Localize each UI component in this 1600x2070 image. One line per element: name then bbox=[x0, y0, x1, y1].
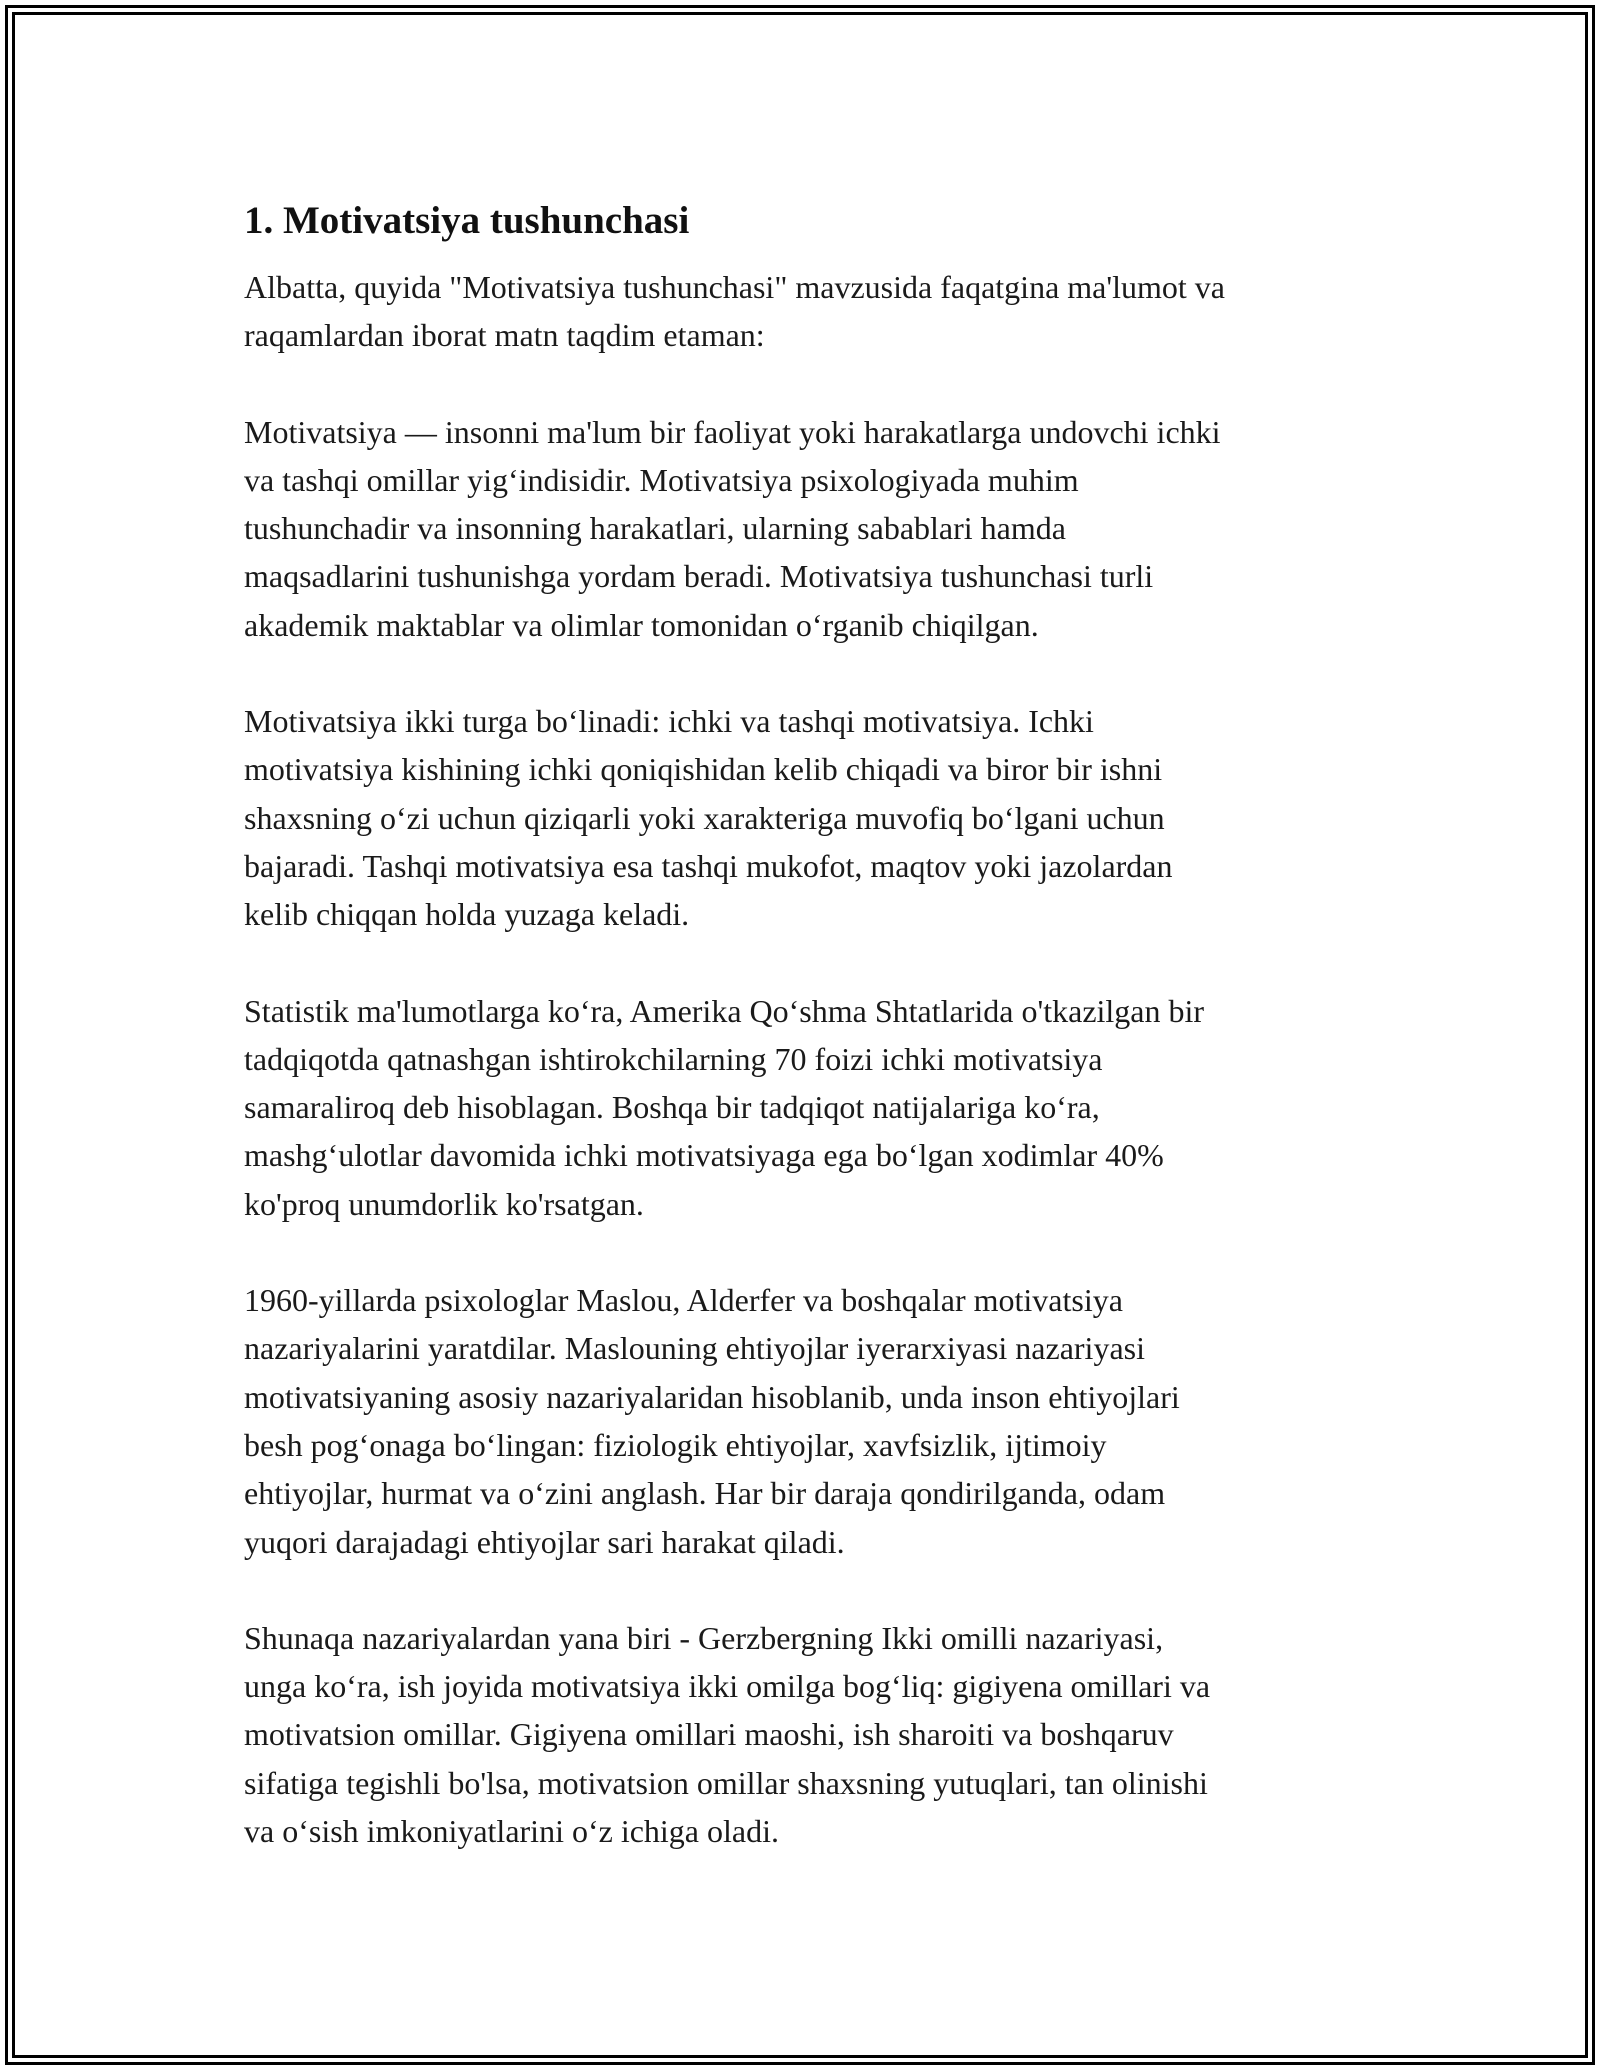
paragraph-line: Motivatsiya ikki turga bo‘linadi: ichki va tashqi motivatsiya. Ichki bbox=[244, 703, 1094, 740]
paragraph-line: unga ko‘ra, ish joyida motivatsiya ikki omilga bog‘liq: gigiyena omillari va bbox=[244, 1668, 1211, 1705]
paragraph-line: Albatta, quyida "Motivatsiya tushunchasi" mavzusida faqatgina ma'lumot va bbox=[244, 269, 1225, 305]
paragraph-line: tushunchadir va insonning harakatlari, ularning sabablari hamda bbox=[244, 510, 1066, 547]
document-content bbox=[244, 193, 1394, 1903]
paragraph-line: raqamlardan iborat matn taqdim etaman: bbox=[244, 317, 765, 354]
paragraph-line: Shunaqa nazariyalardan yana biri - Gerzbergning Ikki omilli nazariyasi, bbox=[244, 1619, 1164, 1656]
paragraph-line: va tashqi omillar yig‘indisidir. Motivatsiya psixologiyada muhim bbox=[244, 461, 1079, 498]
paragraph-line: besh pog‘onaga bo‘lingan: fiziologik ehtiyojlar, xavfsizlik, ijtimoiy bbox=[244, 1426, 1107, 1463]
paragraph-line: Motivatsiya — insonni ma'lum bir faoliyat yoki harakatlarga undovchi ichki bbox=[244, 413, 1221, 450]
paragraph-line: akademik maktablar va olimlar tomonidan o‘rganib chiqilgan. bbox=[244, 606, 1039, 643]
paragraph-line: sifatiga tegishli bo'lsa, motivatsion omillar shaxsning yutuqlari, tan olinishi bbox=[244, 1764, 1208, 1801]
page-frame bbox=[5, 5, 1595, 2065]
paragraph-line: Statistik ma'lumotlarga ko‘ra, Amerika Qo‘shma Shtatlarida o'tkazilgan bir bbox=[244, 992, 1205, 1029]
paragraph-line: shaxsning o‘zi uchun qiziqarli yoki xarakteriga muvofiq bo‘lgani uchun bbox=[244, 799, 1165, 836]
paragraph-maslow bbox=[244, 1276, 1394, 1566]
paragraph-line: tadqiqotda qatnashgan ishtirokchilarning 70 foizi ichki motivatsiya bbox=[244, 1040, 1103, 1077]
paragraph-line: yuqori darajadagi ehtiyojlar sari harakat qiladi. bbox=[244, 1523, 845, 1560]
paragraph-line: motivatsiya kishining ichki qoniqishidan kelib chiqadi va biror bir ishni bbox=[244, 751, 1163, 788]
paragraph-line: samaraliroq deb hisoblagan. Boshqa bir tadqiqot natijalariga ko‘ra, bbox=[244, 1089, 1100, 1126]
paragraph-line: bajaradi. Tashqi motivatsiya esa tashqi mukofot, maqtov yoki jazolardan bbox=[244, 847, 1173, 884]
paragraph-line: kelib chiqqan holda yuzaga keladi. bbox=[244, 896, 690, 933]
paragraph-line: 1960-yillarda psixologlar Maslou, Alderfer va boshqalar motivatsiya bbox=[244, 1282, 1123, 1319]
paragraph-statistics bbox=[244, 987, 1394, 1228]
paragraph-definition bbox=[244, 408, 1394, 649]
paragraph-intro bbox=[244, 263, 1394, 360]
paragraph-line: ehtiyojlar, hurmat va o‘zini anglash. Har bir daraja qondirilganda, odam bbox=[244, 1475, 1166, 1512]
paragraph-line: motivatsion omillar. Gigiyena omillari maoshi, ish sharoiti va boshqaruv bbox=[244, 1716, 1174, 1753]
paragraph-line: ko'proq unumdorlik ko'rsatgan. bbox=[244, 1185, 644, 1222]
paragraph-herzberg bbox=[244, 1614, 1394, 1855]
document-heading: 1. Motivatsiya tushunchasi bbox=[244, 199, 690, 242]
paragraph-line: mashg‘ulotlar davomida ichki motivatsiyaga ega bo‘lgan xodimlar 40% bbox=[244, 1137, 1164, 1174]
paragraph-line: maqsadlarini tushunishga yordam beradi. Motivatsiya tushunchasi turli bbox=[244, 558, 1154, 595]
paragraph-types bbox=[244, 697, 1394, 938]
paragraph-line: nazariyalarini yaratdilar. Maslouning ehtiyojlar iyerarxiyasi nazariyasi bbox=[244, 1330, 1145, 1367]
paragraph-line: va o‘sish imkoniyatlarini o‘z ichiga oladi. bbox=[244, 1813, 779, 1850]
paragraph-line: motivatsiyaning asosiy nazariyalaridan hisoblanib, unda inson ehtiyojlari bbox=[244, 1378, 1180, 1415]
